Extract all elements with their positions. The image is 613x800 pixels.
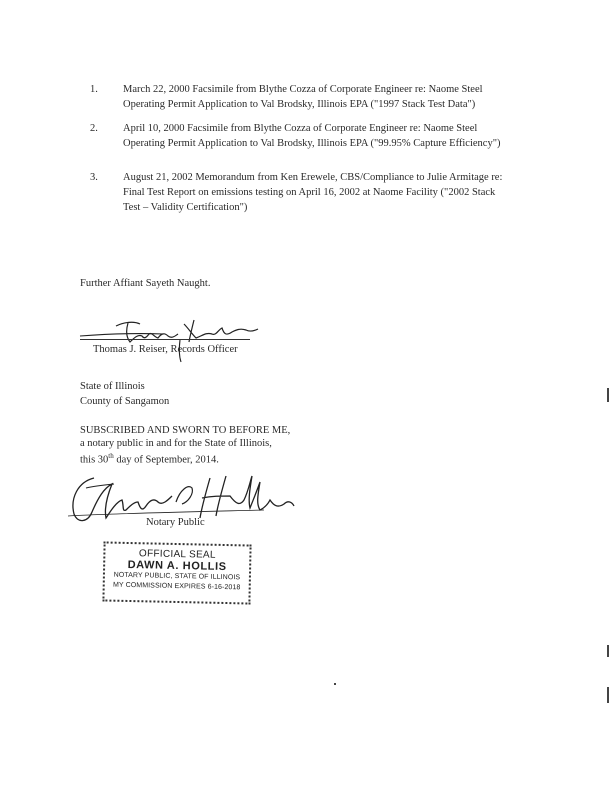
item-number: 3. xyxy=(90,172,98,183)
scan-speck xyxy=(334,683,336,685)
venue-county: County of Sangamon xyxy=(80,396,170,407)
affiant-name: Thomas J. Reiser, Records Officer xyxy=(93,344,238,355)
jurat-line-1: SUBSCRIBED AND SWORN TO BEFORE ME, xyxy=(80,425,291,436)
closing-statement: Further Affiant Sayeth Naught. xyxy=(80,278,211,289)
venue-state: State of Illinois xyxy=(80,381,145,392)
notary-label: Notary Public xyxy=(146,517,205,528)
seal-notary-name: DAWN A. HOLLIS xyxy=(127,558,227,574)
signature-line xyxy=(80,339,250,340)
scan-speck xyxy=(607,388,609,402)
item-text: March 22, 2000 Facsimile from Blythe Cozza of Corporate Engineer re: Naome Steel Operating Permit Application to Val Brodsky, Illinois EPA ("1997 Stack Test Data") xyxy=(123,84,483,110)
seal-line-1: NOTARY PUBLIC, STATE OF ILLINOIS xyxy=(113,571,241,582)
item-number: 1. xyxy=(90,84,98,95)
jurat-line-3: this 30th day of September, 2014. xyxy=(80,452,219,466)
scan-speck xyxy=(607,645,609,657)
item-text: August 21, 2002 Memorandum from Ken Erewele, CBS/Compliance to Julie Armitage re: Final Test Report on emissions testing on April 16, 2002 at Naome Facility ("2002 Stack Test – Validity Certification") xyxy=(123,172,503,213)
item-text: April 10, 2000 Facsimile from Blythe Cozza of Corporate Engineer re: Naome Steel Operating Permit Application to Val Brodsky, Illinois EPA ("99.95% Capture Efficiency") xyxy=(123,123,501,149)
jurat-line-2: a notary public in and for the State of Illinois, xyxy=(80,438,272,449)
affiant-signature xyxy=(76,312,266,364)
seal-line-2: MY COMMISSION EXPIRES 6-16-2018 xyxy=(112,581,241,592)
seal-title: OFFICIAL SEAL xyxy=(138,548,216,561)
official-seal-stamp xyxy=(102,541,251,604)
scan-speck xyxy=(607,687,609,703)
item-number: 2. xyxy=(90,123,98,134)
